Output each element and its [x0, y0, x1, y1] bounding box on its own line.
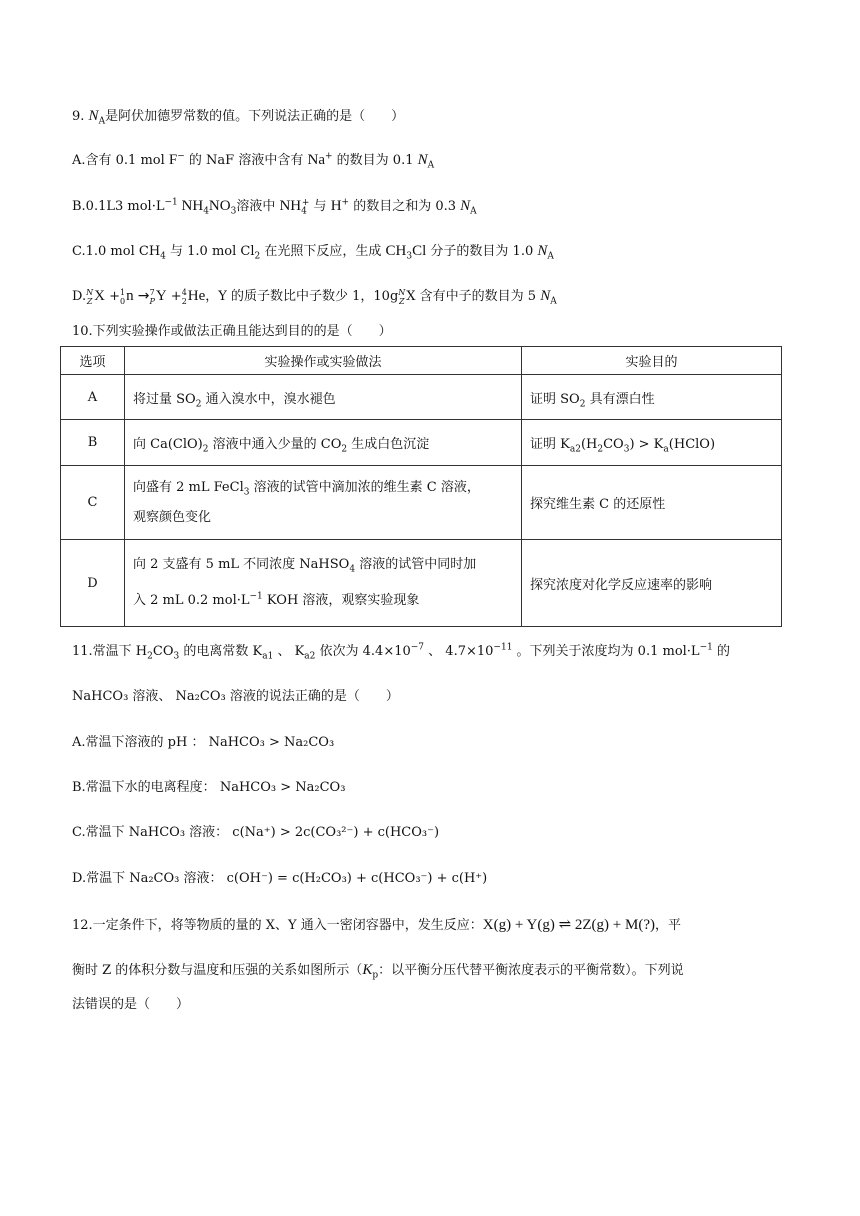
table-header-row	[61, 347, 782, 375]
table-row: B 向 $Ca(ClO)_2$ 溶液中通入少量的 $CO_2$ 生成白色沉淀 证明 $K_{a2}(H_2CO_3)$ > $K_a(HClO)$	[61, 420, 782, 466]
header-option: 选项	[61, 347, 125, 375]
table-row: C 向盛有 2 mL FeCl$_3$ 溶液的试管中滴加浓的维生素 C 溶液， 观察颜色变化 探究维生素 C 的还原性	[61, 466, 782, 540]
table-row: D 向 2 支盛有 5 mL 不同浓度 NaHSO$_4$ 溶液的试管中同时加 入 2 mL 0.2 $mol\cdot L^{-1}$ KOH 溶液，观察实验现象 探究浓度对化学反应速率的影响	[61, 540, 782, 627]
q9-stem: 9. $N_A$是阿伏加德罗常数的值。下列说法正确的是（ ）	[72, 108, 405, 127]
reaction-equation: X(g) + Y(g) ⇌ 2Z(g) + M(?)	[482, 917, 655, 933]
q12-stem-line3: 法错误的是（ ）	[72, 997, 190, 1012]
q11-option-d: D.常温下 Na₂CO₃ 溶液： c(OH⁻) = c(H₂CO₃) + c(HCO₃⁻) + c(H⁺)	[72, 871, 488, 886]
q10-stem: 10.下列实验操作或做法正确且能达到目的的是（ ）	[72, 324, 392, 339]
q11-stem-line1: 11.常温下 $H_2CO_3$ 的电离常数 $K_{a1}$ 、 $K_{a2}$ 依次为 $4.4\times 10^{-7}$ 、 $4.7\times 10^{-11}$ 。下列关于浓度均为 0.1 $mol\cdot L^{-1}$ 的	[72, 642, 730, 662]
q12-stem-line1: 12.一定条件下，将等物质的量的 X、Y 通入一密闭容器中，发生反应：X(g) + Y(g) ⇌ 2Z(g) + M(?)，平	[72, 917, 682, 933]
header-goal: 实验目的	[522, 347, 782, 375]
q9-option-c: C.1.0 mol $CH_4$ 与 1.0 mol $Cl_2$ 在光照下反应，生成 $CH_3Cl$ 分子的数目为 1.0 $N_A$	[72, 243, 554, 262]
q11-option-b: B.常温下水的电离程度： NaHCO₃ > Na₂CO₃	[72, 780, 346, 795]
q9-option-a: A.含有 0.1 mol F− 的 NaF 溶液中含有 Na+ 的数目为 0.1 $N_A$	[72, 151, 435, 171]
q9-option-d: D. N Z X + 1 0 n → 7 P Y + 4 2 He，Y 的质子数比中子数少 1，10g N Z X 含有中子的数目为 5 $N_A$	[72, 287, 557, 307]
q12-stem-line2: 衡时 Z 的体积分数与温度和压强的关系如图所示（$K_p$：以平衡分压代替平衡浓度表示的平衡常数）。下列说	[72, 962, 684, 981]
q9-option-b: B.0.1L3 $mol\cdot L^{-1}$ $NH_4NO_3$溶液中 $NH_4^+$ 与 H+ 的数目之和为 0.3 $N_A$	[72, 197, 477, 217]
q11-option-c: C.常温下 NaHCO₃ 溶液： c(Na⁺) > 2c(CO₃²⁻) + c(HCO₃⁻)	[72, 825, 440, 840]
table-row: A 将过量 $SO_2$ 通入溴水中，溴水褪色 证明 $SO_2$ 具有漂白性	[61, 375, 782, 420]
experiment-table	[60, 346, 782, 627]
q11-option-a: A.常温下溶液的 pH ： NaHCO₃ > Na₂CO₃	[72, 735, 335, 750]
header-operation: 实验操作或实验做法	[125, 347, 522, 375]
q11-stem-line2: NaHCO₃ 溶液、 Na₂CO₃ 溶液的说法正确的是（ ）	[72, 689, 399, 704]
